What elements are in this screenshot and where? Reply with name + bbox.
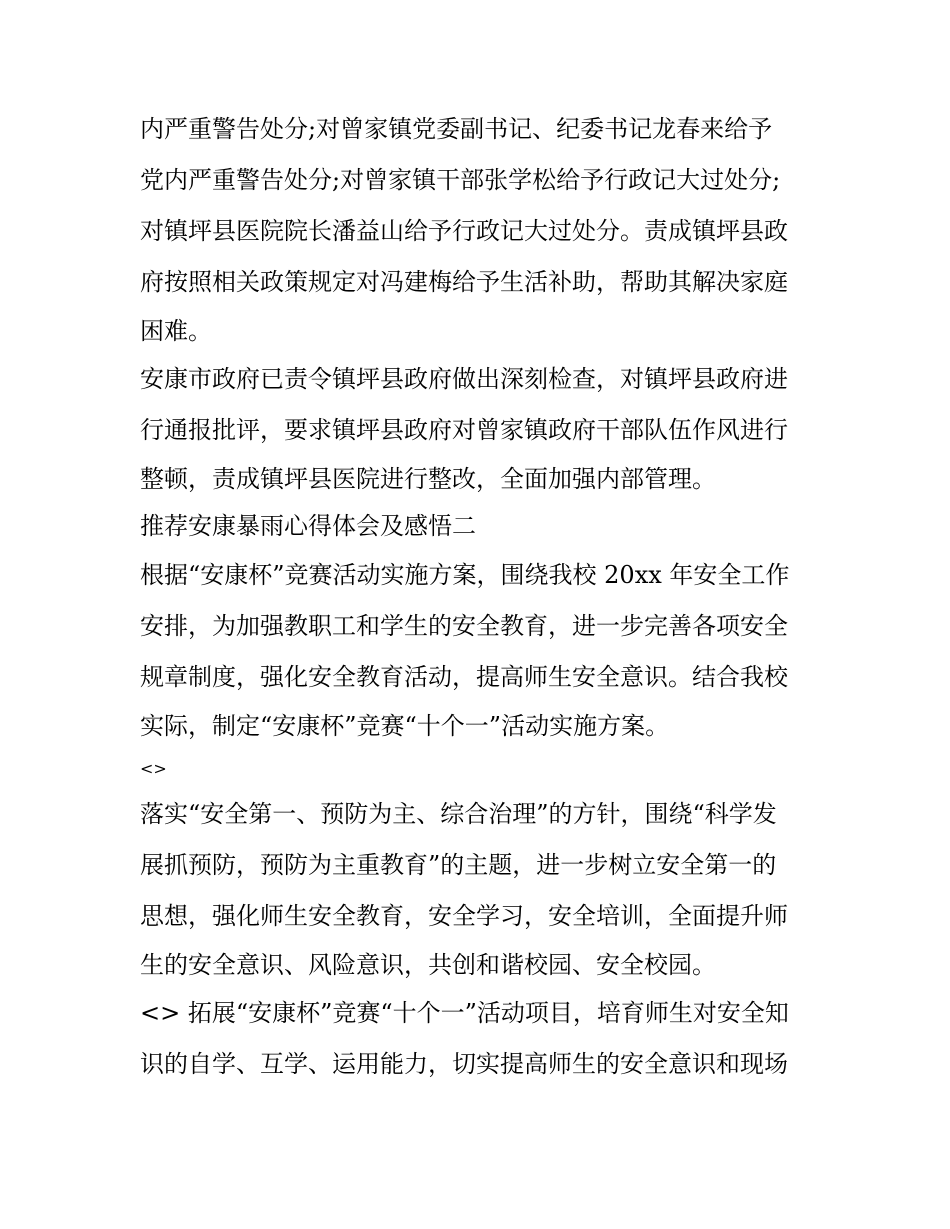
text-line: 整顿，责成镇坪县医院进行整改，全面加强内部管理。 <box>140 465 716 493</box>
text-line: 识的自学、互学、运用能力，切实提高师生的安全意识和现场 <box>140 1050 788 1078</box>
text-line: 落实“安全第一、预防为主、综合治理”的方针，围绕“科学发 <box>140 800 777 828</box>
text-line: 困难。 <box>140 317 212 345</box>
text-line: 实际，制定“安康杯”竞赛“十个一”活动实施方案。 <box>140 712 670 740</box>
text-line: 展抓预防，预防为主重教育”的主题，进一步树立安全第一的 <box>140 851 777 879</box>
paragraph-safety-policy <box>140 789 820 988</box>
section-heading <box>140 502 820 550</box>
text-line: 根据“安康杯”竞赛活动实施方案，围绕我校 20xx 年安全工作 <box>140 561 790 589</box>
paragraph-activity-expansion <box>140 988 820 1090</box>
text-line: 党内严重警告处分;对曾家镇干部张学松给予行政记大过处分; <box>140 166 781 194</box>
heading-text: 推荐安康暴雨心得体会及感悟二 <box>140 512 476 540</box>
text-line: <> 拓展“安康杯”竞赛“十个一”活动项目，培育师生对安全知 <box>140 999 789 1027</box>
text-line: 内严重警告处分;对曾家镇党委副书记、纪委书记龙春来给予 <box>140 115 773 143</box>
section-marker <box>140 749 820 789</box>
text-line: 生的安全意识、风险意识，共创和谐校园、安全校园。 <box>140 951 716 979</box>
text-line: 行通报批评，要求镇坪县政府对曾家镇政府干部队伍作风进行 <box>140 416 788 444</box>
text-line: 安康市政府已责令镇坪县政府做出深刻检查，对镇坪县政府进 <box>140 365 788 393</box>
paragraph-government-review <box>140 354 820 502</box>
text-line: 府按照相关政策规定对冯建梅给予生活补助，帮助其解决家庭 <box>140 268 788 296</box>
text-line: 对镇坪县医院院长潘益山给予行政记大过处分。责成镇坪县政 <box>140 217 788 245</box>
text-line: 规章制度，强化安全教育活动，提高师生安全意识。结合我校 <box>140 663 788 691</box>
paragraph-discipline-penalties <box>140 104 820 354</box>
paragraph-activity-plan <box>140 550 820 749</box>
text-line: 安排，为加强教职工和学生的安全教育，进一步完善各项安全 <box>140 612 788 640</box>
document-body <box>140 104 820 1090</box>
marker-text: <> <box>140 759 167 778</box>
text-line: 思想，强化师生安全教育，安全学习，安全培训，全面提升师 <box>140 902 788 930</box>
